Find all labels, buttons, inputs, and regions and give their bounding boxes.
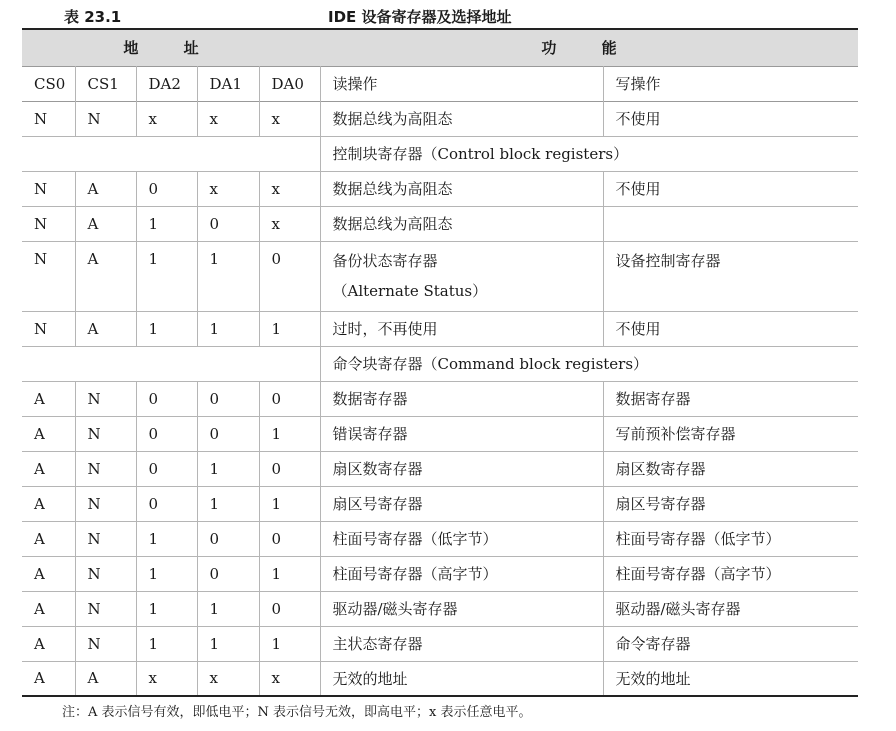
cell-read: 过时，不再使用 (320, 311, 603, 346)
header-columns-row (22, 66, 858, 101)
col-header-da1: DA1 (197, 66, 259, 101)
cell-cs1: N (75, 451, 136, 486)
cell-cs1: A (75, 171, 136, 206)
table-row (22, 416, 858, 451)
cell-cs1: A (75, 206, 136, 241)
col-header-cs0: CS0 (34, 74, 66, 93)
cell-write: 不使用 (603, 101, 858, 136)
cell-da0: 1 (259, 311, 320, 346)
table-row (22, 521, 858, 556)
table-row (22, 451, 858, 486)
table-row (22, 171, 858, 206)
cell-da0: 1 (259, 556, 320, 591)
cell-da1: 0 (197, 556, 259, 591)
cell-da1: 1 (197, 591, 259, 626)
cell-da1: 0 (197, 521, 259, 556)
cell-read: 数据总线为高阻态 (320, 206, 603, 241)
cell-cs1: A (75, 661, 136, 696)
table-caption (0, 4, 896, 28)
table-row (22, 311, 858, 346)
table-footnote: 注：A 表示信号有效，即低电平；N 表示信号无效，即高电平；x 表示任意电平。 (62, 705, 532, 720)
table-row (22, 206, 858, 241)
cell-da2: 1 (136, 206, 197, 241)
section-blank (22, 136, 320, 171)
section-row (22, 136, 858, 171)
cell-cs0: N (34, 109, 48, 128)
cell-da2: 0 (136, 381, 197, 416)
cell-read: 驱动器/磁头寄存器 (320, 591, 603, 626)
cell-cs0: N (34, 214, 48, 233)
cell-da2: 0 (136, 416, 197, 451)
table-row (22, 486, 858, 521)
cell-cs1: A (75, 241, 136, 311)
cell-cs0: A (34, 459, 45, 478)
cell-cs0: A (34, 494, 45, 513)
cell-write: 不使用 (603, 311, 858, 346)
cell-write: 柱面号寄存器（低字节） (603, 521, 858, 556)
cell-da2: x (136, 101, 197, 136)
cell-cs1: N (75, 381, 136, 416)
cell-da1: 1 (197, 451, 259, 486)
cell-da0: 0 (259, 521, 320, 556)
section-row (22, 346, 858, 381)
cell-da1: 1 (197, 241, 259, 311)
cell-read: 主状态寄存器 (320, 626, 603, 661)
cell-write: 数据寄存器 (603, 381, 858, 416)
cell-cs0: A (34, 389, 45, 408)
cell-read: 无效的地址 (320, 661, 603, 696)
table-title: IDE 设备寄存器及选择地址 (328, 8, 512, 26)
col-header-read: 读操作 (320, 66, 603, 101)
cell-da2: 1 (136, 556, 197, 591)
cell-da0: x (259, 171, 320, 206)
table-row (22, 591, 858, 626)
cell-da0: 0 (259, 241, 320, 311)
table-row (22, 661, 858, 696)
register-table (22, 28, 858, 697)
cell-da0: x (259, 661, 320, 696)
cell-da1: x (197, 171, 259, 206)
table-row (22, 626, 858, 661)
cell-read-line1: 备份状态寄存器 (332, 252, 438, 270)
cell-read: 扇区号寄存器 (320, 486, 603, 521)
cell-da1: x (197, 661, 259, 696)
cell-da1: 1 (197, 311, 259, 346)
cell-cs0: A (34, 564, 45, 583)
cell-da1: 1 (197, 626, 259, 661)
table-body (22, 101, 858, 696)
cell-write: 命令寄存器 (603, 626, 858, 661)
cell-cs0: N (34, 249, 48, 268)
section-label: 控制块寄存器（Control block registers） (320, 136, 858, 171)
cell-read: 错误寄存器 (320, 416, 603, 451)
cell-da0: 0 (259, 591, 320, 626)
col-header-da2: DA2 (136, 66, 197, 101)
cell-write: 柱面号寄存器（高字节） (603, 556, 858, 591)
cell-cs1: N (75, 626, 136, 661)
cell-write: 扇区数寄存器 (603, 451, 858, 486)
cell-da0: 0 (259, 451, 320, 486)
cell-read-line2: （Alternate Status） (332, 282, 488, 300)
col-header-da0: DA0 (259, 66, 320, 101)
cell-read: 柱面号寄存器（低字节） (320, 521, 603, 556)
cell-da2: 1 (136, 591, 197, 626)
cell-da0: 1 (259, 416, 320, 451)
table-row (22, 241, 858, 311)
col-header-cs1: CS1 (75, 66, 136, 101)
cell-cs0: N (34, 179, 48, 198)
section-label: 命令块寄存器（Command block registers） (320, 346, 858, 381)
cell-da2: x (136, 661, 197, 696)
cell-write: 无效的地址 (603, 661, 858, 696)
cell-da0: 0 (259, 381, 320, 416)
cell-da2: 1 (136, 626, 197, 661)
cell-read: 柱面号寄存器（高字节） (320, 556, 603, 591)
cell-da2: 1 (136, 241, 197, 311)
cell-cs1: N (75, 101, 136, 136)
cell-da0: x (259, 206, 320, 241)
cell-write: 写前预补偿寄存器 (603, 416, 858, 451)
cell-read (320, 241, 603, 311)
table-row (22, 101, 858, 136)
cell-cs1: N (75, 486, 136, 521)
cell-read: 数据总线为高阻态 (320, 101, 603, 136)
cell-cs0: A (34, 424, 45, 443)
cell-write: 不使用 (603, 171, 858, 206)
cell-write: 扇区号寄存器 (603, 486, 858, 521)
cell-da2: 0 (136, 451, 197, 486)
table-row (22, 556, 858, 591)
table-number: 表 23.1 (64, 8, 122, 26)
cell-read: 数据总线为高阻态 (320, 171, 603, 206)
cell-cs1: N (75, 591, 136, 626)
cell-da1: 0 (197, 206, 259, 241)
col-header-write: 写操作 (603, 66, 858, 101)
cell-da0: 1 (259, 486, 320, 521)
cell-cs1: N (75, 521, 136, 556)
cell-cs0: A (34, 599, 45, 618)
cell-da0: x (259, 101, 320, 136)
cell-da1: 0 (197, 381, 259, 416)
cell-cs0: A (34, 669, 45, 688)
cell-da1: x (197, 101, 259, 136)
cell-da2: 1 (136, 521, 197, 556)
section-blank (22, 346, 320, 381)
cell-cs0: N (34, 319, 48, 338)
cell-read: 数据寄存器 (320, 381, 603, 416)
cell-da1: 0 (197, 416, 259, 451)
cell-da1: 1 (197, 486, 259, 521)
function-group-header: 功 能 (541, 39, 637, 58)
table-row (22, 381, 858, 416)
cell-da2: 0 (136, 171, 197, 206)
cell-read: 扇区数寄存器 (320, 451, 603, 486)
cell-da0: 1 (259, 626, 320, 661)
cell-write: 驱动器/磁头寄存器 (603, 591, 858, 626)
cell-write: 设备控制寄存器 (603, 241, 858, 311)
cell-cs1: N (75, 416, 136, 451)
cell-cs1: N (75, 556, 136, 591)
cell-write (603, 206, 858, 241)
cell-da2: 1 (136, 311, 197, 346)
header-group-row (22, 29, 858, 66)
cell-cs0: A (34, 529, 45, 548)
cell-cs0: A (34, 634, 45, 653)
address-group-header: 地 址 (123, 39, 219, 58)
cell-da2: 0 (136, 486, 197, 521)
cell-cs1: A (75, 311, 136, 346)
